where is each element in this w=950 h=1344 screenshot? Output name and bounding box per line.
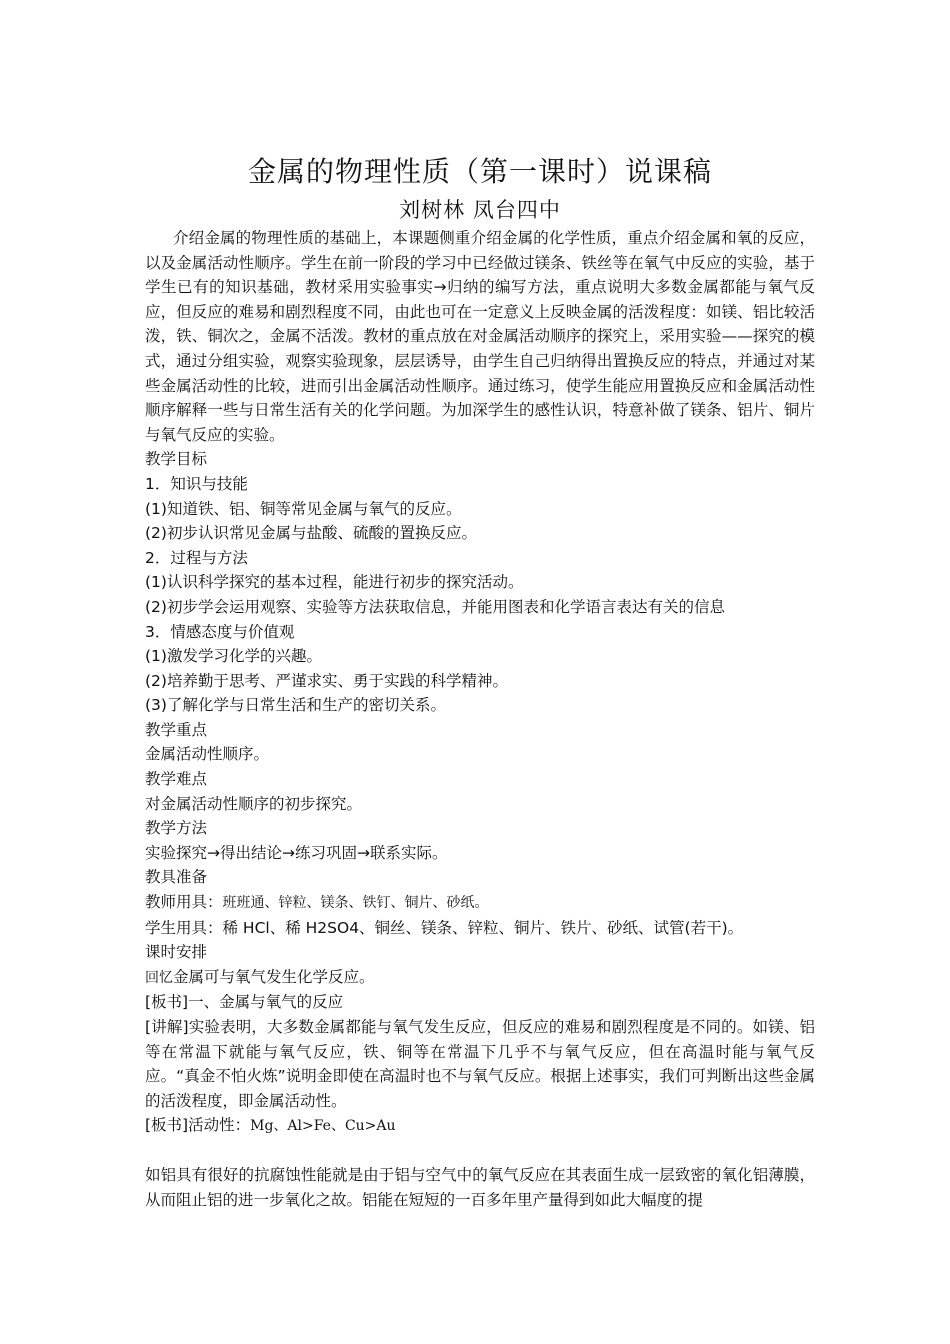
key-heading: 教学重点	[145, 720, 208, 739]
goal2-heading: 2．过程与方法	[145, 548, 248, 567]
document-page	[145, 150, 815, 1212]
intro-paragraph: 介绍金属的物理性质的基础上，本课题侧重介绍金属的化学性质，重点介绍金属和氧的反应，以及金属活动性顺序。学生在前一阶段的学习中已经做过镁条、铁丝等在氧气中反应的实验，基于学生已有的知识基础，教材采用实验事实→归纳的编写方法，重点说明大多数金属都能与氧气反应，但反应的难易和剧烈程度不同，由此也可在一定意义上反映金属的活泼程度：如镁、铝比较活泼，铁、铜次之，金属不活泼。教材的重点放在对金属活动顺序的探究上，采用实验——探究的模式，通过分组实验，观察实验现象，层层诱导，由学生自己归纳得出置换反应的特点，并通过对某些金属活动性的比较，进而引出金属活动性顺序。通过练习，使学生能应用置换反应和金属活动性顺序解释一些与日常生活有关的化学问题。为加深学生的感性认识，特意补做了镁条、铝片、铜片与氧气反应的实验。	[145, 229, 815, 444]
board-note-1: [板书]一、金属与氧气的反应	[145, 993, 344, 1012]
recall-text: 金属可与氧气发生化学反应。	[173, 967, 375, 986]
goal2-item2: (2)初步学会运用观察、实验等方法获取信息，并能用图表和化学语言表达有关的信息	[145, 597, 725, 616]
recall-prefix: 回忆	[145, 969, 173, 986]
goal1-heading: 1．知识与技能	[145, 474, 248, 493]
teacher-tools	[145, 890, 815, 916]
tools-heading: 教具准备	[145, 868, 208, 887]
schedule-heading: 课时安排	[145, 943, 208, 962]
goal1-item1: (1)知道铁、铝、铜等常见金属与氧气的反应。	[145, 499, 462, 518]
goal3-item2: (2)培养勤于思考、严谨求实、勇于实践的科学精神。	[145, 671, 508, 690]
author-line: 刘树林 凤台四中	[399, 198, 561, 222]
board2-label: [板书]活动性：	[145, 1116, 251, 1135]
method-text: 实验探究→得出结论→练习巩固→联系实际。	[145, 843, 448, 862]
recall-line	[145, 965, 815, 991]
teacher-tools-value: 班班通、锌粒、镁条、铁钉、铜片、砂纸。	[222, 895, 489, 912]
difficulty-text: 对金属活动性顺序的初步探究。	[145, 794, 363, 813]
key-text: 金属活动性顺序。	[145, 745, 270, 764]
goal2-item1: (1)认识科学探究的基本过程，能进行初步的探究活动。	[145, 573, 524, 592]
goal3-heading: 3．情感态度与价值观	[145, 622, 295, 641]
difficulty-heading: 教学难点	[145, 770, 208, 789]
goals-heading: 教学目标	[145, 450, 208, 469]
method-heading: 教学方法	[145, 819, 208, 838]
goal3-item1: (1)激发学习化学的兴趣。	[145, 647, 322, 666]
document-title: 金属的物理性质（第一课时）说课稿	[247, 155, 712, 188]
blank-line	[145, 1139, 815, 1163]
teacher-tools-label: 教师用具：	[145, 893, 223, 912]
board-note-2	[145, 1113, 815, 1139]
explanation-paragraph: [讲解]实验表明，大多数金属都能与氧气发生反应，但反应的难易和剧烈程度是不同的。如镁、铝等在常温下就能与氧气反应，铁、铜等在常温下几乎不与氧气反应，但在高温时能与氧气反应。“真金不怕火炼”说明金即使在高温时也不与氧气反应。根据上述事实，我们可判断出这些金属的活泼程度，即金属活动性。	[145, 1018, 815, 1110]
student-tools: 学生用具：稀 HCl、稀 H2SO4、铜丝、镁条、锌粒、铜片、铁片、砂纸、试管(若干)。	[145, 918, 744, 937]
goal1-item2: (2)初步认识常见金属与盐酸、硫酸的置换反应。	[145, 524, 477, 543]
final-paragraph: 如铝具有很好的抗腐蚀性能就是由于铝与空气中的氧气反应在其表面生成一层致密的氧化铝薄膜，从而阻止铝的进一步氧化之故。铝能在短短的一百多年里产量得到如此大幅度的提	[145, 1165, 815, 1209]
board2-value: Mg、Al>Fe、Cu>Au	[250, 1118, 396, 1135]
goal3-item3: (3)了解化学与日常生活和生产的密切关系。	[145, 696, 446, 715]
